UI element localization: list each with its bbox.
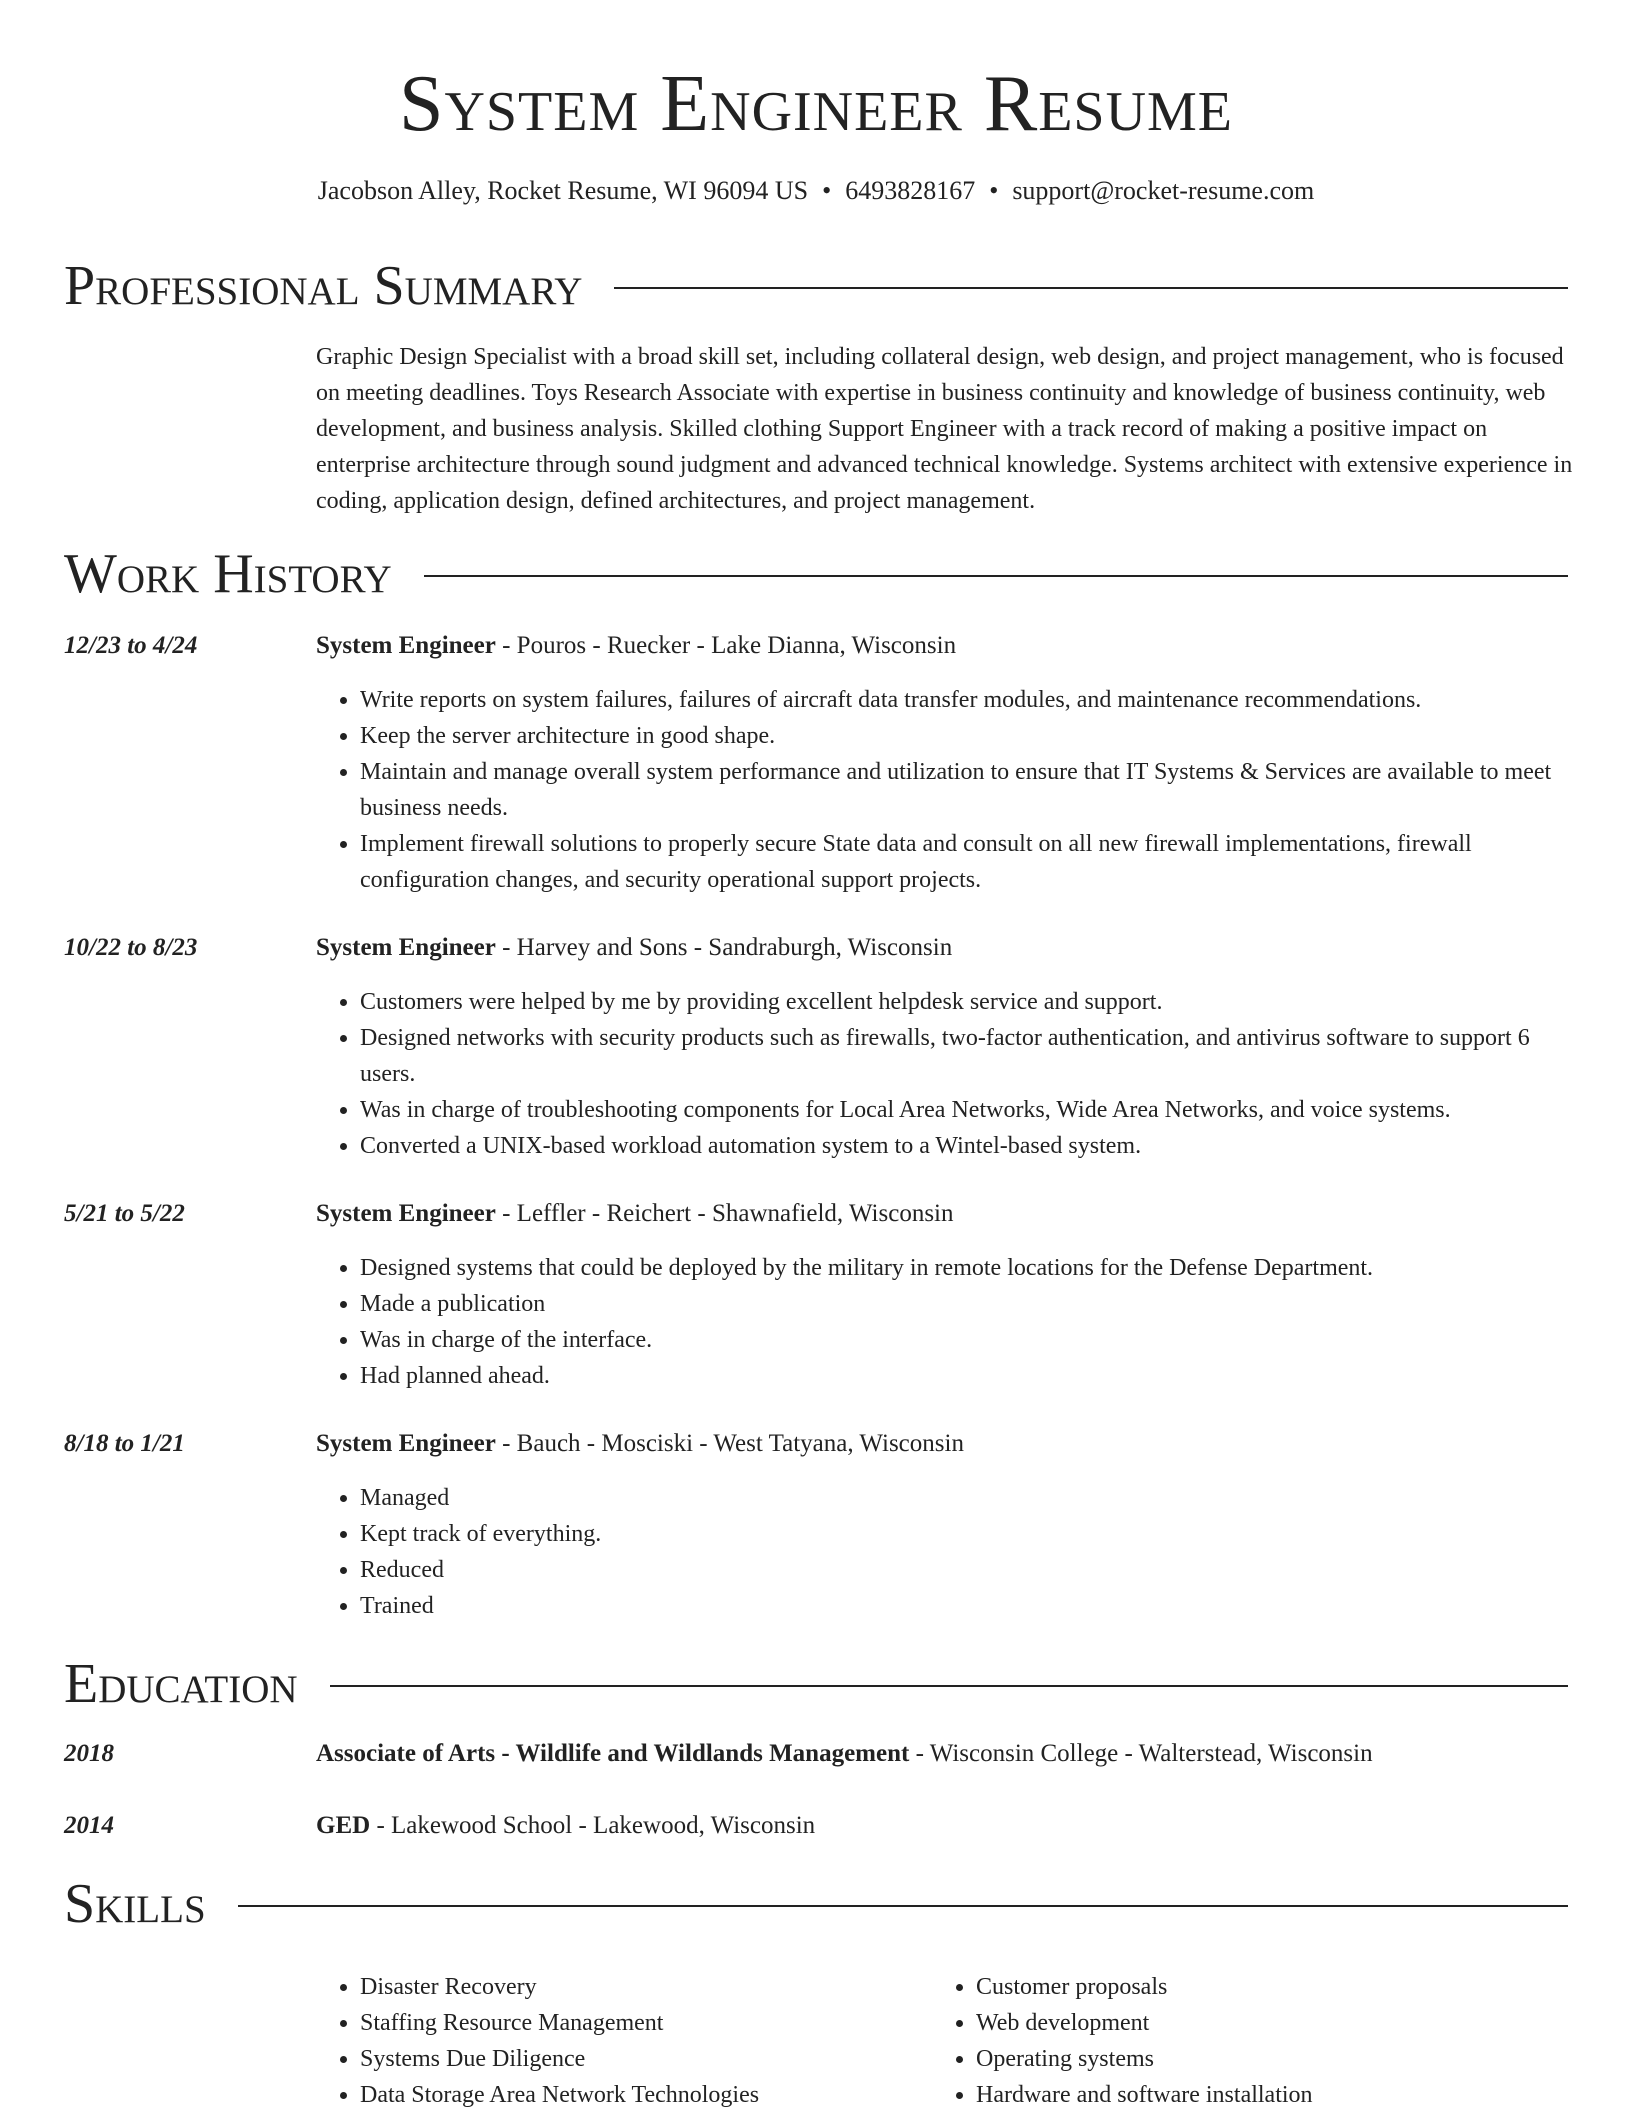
job-detail: - Harvey and Sons - Sandraburgh, Wisconsin [495, 934, 953, 961]
skill-item: • Disaster Recovery [360, 1969, 920, 2005]
education-degree: Associate of Arts - Wildlife and Wildlands Management [316, 1740, 910, 1767]
job-detail: - Pouros - Ruecker - Lake Dianna, Wisconsin [495, 632, 957, 659]
job-heading [316, 1196, 1576, 1232]
job-bullet: • Implement firewall solutions to properly secure State data and consult on all new firewall implementations, firewall configuration changes, and security operational support projects. [360, 826, 1576, 898]
job-bullet: • Had planned ahead. [360, 1358, 1576, 1394]
education-heading [316, 1808, 1576, 1844]
section-divider [330, 1685, 1568, 1687]
section-education [64, 1654, 1568, 1714]
job-bullet: • Converted a UNIX-based workload automation system to a Wintel-based system. [360, 1128, 1576, 1164]
job-heading [316, 628, 1576, 664]
skill-item: • Staffing Resource Management [360, 2005, 920, 2041]
skill-item: • Hardware and software installation [976, 2077, 1576, 2113]
skill-item: • Customer proposals [976, 1969, 1576, 2005]
education-year: 2018 [64, 1740, 114, 1767]
job-bullets [316, 1480, 1576, 1624]
resume-title: System Engineer Resume [398, 60, 1234, 148]
contact-separator: • [822, 176, 832, 205]
job-bullets [316, 984, 1576, 1164]
job-bullet: • Was in charge of troubleshooting components for Local Area Networks, Wide Area Networks, and voice systems. [360, 1092, 1576, 1128]
job-heading [316, 1426, 1576, 1462]
job-bullet: • Made a publication [360, 1286, 1576, 1322]
job-bullet: • Trained [360, 1588, 1576, 1624]
job-date: 12/23 to 4/24 [64, 632, 198, 659]
job-bullet: • Managed [360, 1480, 1576, 1516]
section-divider [614, 287, 1568, 289]
job-detail: - Bauch - Mosciski - West Tatyana, Wisconsin [495, 1430, 964, 1457]
job-bullet: • Designed networks with security products such as firewalls, two-factor authentication, and antivirus software to support 6 users. [360, 1020, 1576, 1092]
job-bullets [316, 682, 1576, 898]
skill-item: • Systems Due Diligence [360, 2041, 920, 2077]
section-heading: Work History [64, 543, 392, 605]
education-year: 2014 [64, 1812, 114, 1839]
section-divider [238, 1905, 1568, 1907]
education-detail: - Lakewood School - Lakewood, Wisconsin [370, 1812, 816, 1839]
job-title: System Engineer [316, 1200, 496, 1227]
contact-phone: 6493828167 [845, 176, 976, 205]
job-title: System Engineer [316, 632, 496, 659]
skill-item: • Web development [976, 2005, 1576, 2041]
section-heading: Education [64, 1653, 298, 1715]
contact-line [0, 174, 1632, 208]
job-date: 10/22 to 8/23 [64, 934, 198, 961]
section-summary [64, 256, 1568, 316]
job-bullet: • Was in charge of the interface. [360, 1322, 1576, 1358]
section-divider [424, 575, 1568, 577]
job-bullet: • Kept track of everything. [360, 1516, 1576, 1552]
job-title: System Engineer [316, 934, 496, 961]
job-title: System Engineer [316, 1430, 496, 1457]
skill-item: • Data Storage Area Network Technologies [360, 2077, 920, 2113]
skill-item: • Operating systems [976, 2041, 1576, 2077]
section-heading: Professional Summary [64, 255, 583, 317]
section-skills [64, 1874, 1568, 1934]
skills-list-right [932, 1969, 1576, 2113]
skills-list-left [316, 1969, 920, 2113]
job-bullet: • Write reports on system failures, failures of aircraft data transfer modules, and maintenance recommendations. [360, 682, 1576, 718]
job-date: 8/18 to 1/21 [64, 1430, 185, 1457]
job-bullet: • Customers were helped by me by providing excellent helpdesk service and support. [360, 984, 1576, 1020]
job-date: 5/21 to 5/22 [64, 1200, 185, 1227]
contact-email: support@rocket-resume.com [1012, 176, 1315, 205]
education-heading [316, 1736, 1576, 1772]
contact-address: Jacobson Alley, Rocket Resume, WI 96094 US [317, 176, 809, 205]
job-bullets [316, 1250, 1576, 1394]
job-detail: - Leffler - Reichert - Shawnafield, Wisconsin [495, 1200, 954, 1227]
contact-separator: • [989, 176, 999, 205]
job-bullet: • Reduced [360, 1552, 1576, 1588]
job-bullet: • Keep the server architecture in good shape. [360, 718, 1576, 754]
section-heading: Skills [64, 1873, 206, 1935]
job-bullet: • Maintain and manage overall system performance and utilization to ensure that IT Systems & Services are available to meet business needs. [360, 754, 1576, 826]
job-heading [316, 930, 1576, 966]
summary-text: Graphic Design Specialist with a broad skill set, including collateral design, web design, and project management, who is focused on meeting deadlines. Toys Research Associate with expertise in business continuity and knowledge of business continuity, web development, and business analysis. Skilled clothing Support Engineer with a track record of making a positive impact on enterprise architecture through sound judgment and advanced technical knowledge. Systems architect with extensive experience in coding, application design, defined architectures, and project management. [316, 344, 1573, 514]
section-work-history [64, 544, 1568, 604]
education-detail: - Wisconsin College - Walterstead, Wisconsin [909, 1740, 1373, 1767]
job-bullet: • Designed systems that could be deployed by the military in remote locations for the Defense Department. [360, 1250, 1576, 1286]
education-degree: GED [316, 1812, 371, 1839]
